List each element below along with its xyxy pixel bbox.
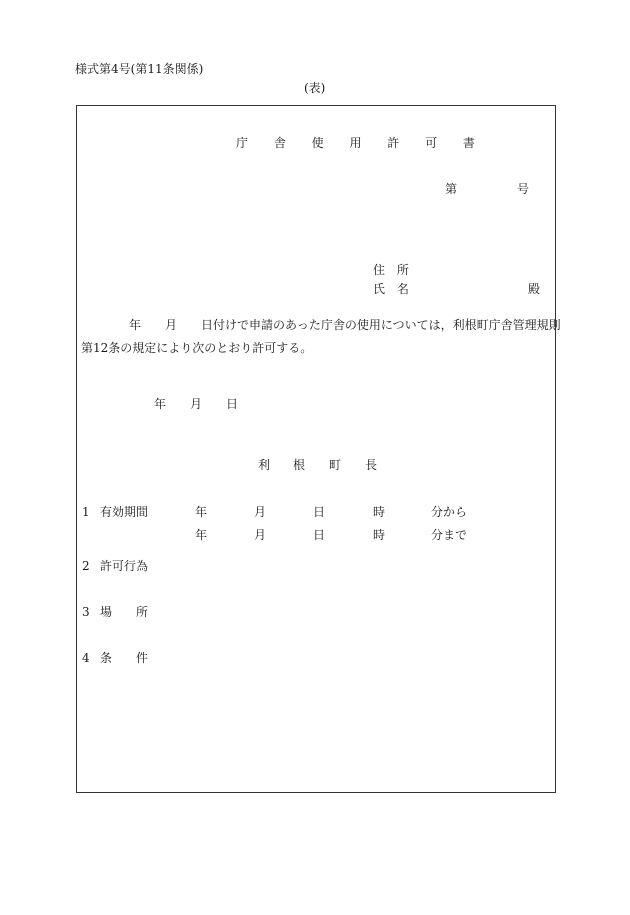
item3-char-2: 所	[136, 605, 149, 619]
side-label: (表)	[304, 81, 326, 95]
number-dai: 第	[445, 182, 458, 196]
issuer-char-3: 町	[329, 458, 342, 472]
item2-number: 2	[82, 559, 90, 573]
body-month: 月	[165, 318, 178, 332]
from-day: 日	[313, 505, 326, 519]
issue-year: 年	[154, 397, 167, 411]
form-frame	[76, 105, 556, 793]
address-label: 住 所	[373, 263, 413, 277]
item4-char-2: 件	[136, 651, 149, 665]
honorific: 殿	[528, 282, 541, 296]
issuer-char-2: 根	[293, 458, 306, 472]
issue-month: 月	[190, 397, 203, 411]
from-tail: 分から	[431, 505, 468, 519]
to-year: 年	[195, 528, 208, 542]
item3-char-1: 場	[100, 605, 113, 619]
number-go: 号	[517, 182, 530, 196]
issuer-char-1: 利	[258, 458, 271, 472]
item1-label: 有効期間	[100, 505, 149, 519]
body-year: 年	[129, 318, 142, 332]
issue-day: 日	[226, 397, 239, 411]
item2-label: 許可行為	[100, 559, 149, 573]
item4-number: 4	[82, 651, 90, 665]
from-hour: 時	[373, 505, 386, 519]
name-label: 氏 名	[373, 282, 413, 296]
to-month: 月	[254, 528, 267, 542]
item3-number: 3	[82, 605, 90, 619]
issuer-char-4: 長	[365, 458, 378, 472]
item4-char-1: 条	[100, 651, 113, 665]
to-hour: 時	[373, 528, 386, 542]
body-text-line2: 第12条の規定により次のとおり許可する。	[81, 341, 313, 355]
to-tail: 分まで	[431, 528, 468, 542]
to-day: 日	[313, 528, 326, 542]
from-month: 月	[254, 505, 267, 519]
body-text-line1: 日付けで申請のあった庁舎の使用については，利根町庁舎管理規則	[201, 318, 561, 332]
from-year: 年	[195, 505, 208, 519]
item1-number: 1	[82, 505, 90, 519]
form-label: 様式第4号(第11条関係)	[75, 62, 204, 76]
document-title: 庁 舎 使 用 許 可 書	[236, 136, 486, 150]
